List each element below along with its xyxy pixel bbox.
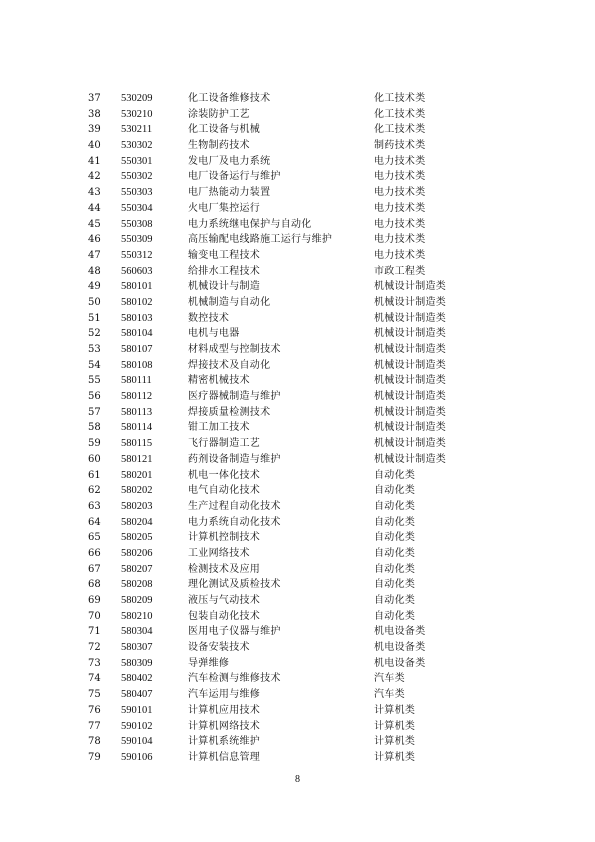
table-row xyxy=(88,499,468,515)
major-code: 580402 xyxy=(121,673,153,685)
table-row xyxy=(88,185,468,201)
major-code: 580208 xyxy=(121,579,153,591)
major-category: 电力技术类 xyxy=(374,187,426,199)
major-code: 530209 xyxy=(121,93,153,104)
table-row xyxy=(88,609,468,625)
major-category: 电力技术类 xyxy=(374,171,426,183)
table-row xyxy=(88,201,468,217)
row-number: 43 xyxy=(88,187,101,199)
major-code: 590102 xyxy=(121,720,153,732)
major-category: 化工技术类 xyxy=(374,124,426,136)
major-category: 自动化类 xyxy=(374,500,416,512)
major-name: 发电厂及电力系统 xyxy=(188,155,271,167)
table-row xyxy=(88,671,468,687)
major-code: 580202 xyxy=(121,485,153,497)
major-code: 580103 xyxy=(121,312,153,324)
major-name: 检测技术及应用 xyxy=(188,563,261,575)
major-code: 580102 xyxy=(121,296,153,308)
row-number: 46 xyxy=(88,234,101,246)
row-number: 67 xyxy=(88,563,101,575)
major-code: 590101 xyxy=(121,704,153,716)
row-number: 55 xyxy=(88,375,101,387)
row-number: 47 xyxy=(88,249,101,261)
table-row xyxy=(88,358,468,374)
row-number: 66 xyxy=(88,547,101,559)
major-code: 580210 xyxy=(121,610,153,622)
major-category: 机械设计制造类 xyxy=(374,328,447,340)
major-category: 电力技术类 xyxy=(374,218,426,230)
major-name: 电机与电器 xyxy=(188,328,240,340)
major-category: 机械设计制造类 xyxy=(374,375,447,387)
major-name: 医疗器械制造与维护 xyxy=(188,391,281,403)
major-category: 机电设备类 xyxy=(374,626,426,638)
table-row xyxy=(88,593,468,609)
table-row xyxy=(88,91,468,107)
major-code: 580207 xyxy=(121,563,153,575)
major-category: 自动化类 xyxy=(374,610,416,622)
major-category: 自动化类 xyxy=(374,563,416,575)
major-list-table xyxy=(88,91,468,766)
row-number: 49 xyxy=(88,281,101,293)
row-number: 39 xyxy=(88,124,101,136)
major-code: 550304 xyxy=(121,202,153,214)
major-name: 精密机械技术 xyxy=(188,375,250,387)
major-category: 机械设计制造类 xyxy=(374,406,447,418)
major-code: 530302 xyxy=(121,140,153,152)
major-name: 包装自动化技术 xyxy=(188,610,261,622)
major-name: 钳工加工技术 xyxy=(188,422,250,434)
major-name: 化工设备维修技术 xyxy=(188,93,271,104)
major-category: 自动化类 xyxy=(374,532,416,544)
table-row xyxy=(88,264,468,280)
major-category: 电力技术类 xyxy=(374,249,426,261)
table-row xyxy=(88,405,468,421)
major-name: 输变电工程技术 xyxy=(188,249,261,261)
major-code: 550312 xyxy=(121,249,153,261)
major-code: 550302 xyxy=(121,171,153,183)
major-category: 机电设备类 xyxy=(374,642,426,654)
major-name: 数控技术 xyxy=(188,312,230,324)
major-name: 液压与气动技术 xyxy=(188,595,261,606)
row-number: 65 xyxy=(88,532,101,544)
row-number: 51 xyxy=(88,312,101,324)
row-number: 40 xyxy=(88,140,101,152)
row-number: 71 xyxy=(88,626,101,638)
major-code: 580201 xyxy=(121,469,153,481)
table-row xyxy=(88,122,468,138)
major-code: 580205 xyxy=(121,532,153,544)
major-category: 电力技术类 xyxy=(374,234,426,246)
major-code: 580112 xyxy=(121,391,153,403)
major-name: 理化测试及质检技术 xyxy=(188,579,281,591)
major-category: 计算机类 xyxy=(374,736,416,748)
major-category: 自动化类 xyxy=(374,579,416,591)
row-number: 58 xyxy=(88,422,101,434)
table-row xyxy=(88,546,468,562)
row-number: 61 xyxy=(88,469,101,481)
row-number: 44 xyxy=(88,202,101,214)
major-code: 550303 xyxy=(121,187,153,199)
table-row xyxy=(88,138,468,154)
row-number: 79 xyxy=(88,751,101,763)
table-row xyxy=(88,468,468,484)
row-number: 48 xyxy=(88,265,101,277)
major-name: 机械制造与自动化 xyxy=(188,296,271,308)
table-row xyxy=(88,279,468,295)
major-name: 涂装防护工艺 xyxy=(188,108,250,120)
row-number: 73 xyxy=(88,657,101,669)
major-category: 化工技术类 xyxy=(374,93,426,104)
major-code: 580121 xyxy=(121,453,153,465)
table-row xyxy=(88,483,468,499)
major-name: 设备安装技术 xyxy=(188,642,250,654)
major-category: 电力技术类 xyxy=(374,155,426,167)
row-number: 68 xyxy=(88,579,101,591)
table-row xyxy=(88,436,468,452)
major-name: 高压输配电线路施工运行与维护 xyxy=(188,234,333,246)
major-name: 机械设计与制造 xyxy=(188,281,261,293)
major-name: 计算机信息管理 xyxy=(188,751,261,763)
row-number: 72 xyxy=(88,642,101,654)
major-name: 医用电子仪器与维护 xyxy=(188,626,281,638)
major-code: 550301 xyxy=(121,155,153,167)
row-number: 52 xyxy=(88,328,101,340)
major-category: 市政工程类 xyxy=(374,265,426,277)
major-category: 计算机类 xyxy=(374,720,416,732)
row-number: 53 xyxy=(88,344,101,355)
major-code: 580111 xyxy=(121,375,152,387)
row-number: 59 xyxy=(88,438,101,450)
table-row xyxy=(88,562,468,578)
major-name: 生产过程自动化技术 xyxy=(188,500,281,512)
table-row xyxy=(88,624,468,640)
major-code: 580304 xyxy=(121,626,153,638)
major-category: 机械设计制造类 xyxy=(374,422,447,434)
major-name: 计算机系统维护 xyxy=(188,736,261,748)
major-code: 580108 xyxy=(121,359,153,371)
major-name: 材料成型与控制技术 xyxy=(188,344,281,355)
table-row xyxy=(88,719,468,735)
major-name: 焊接质量检测技术 xyxy=(188,406,271,418)
table-row xyxy=(88,734,468,750)
major-name: 计算机控制技术 xyxy=(188,532,261,544)
row-number: 75 xyxy=(88,689,101,701)
row-number: 41 xyxy=(88,155,101,167)
major-code: 580206 xyxy=(121,547,153,559)
table-row xyxy=(88,530,468,546)
major-category: 机械设计制造类 xyxy=(374,391,447,403)
table-row xyxy=(88,750,468,766)
major-name: 电厂热能动力装置 xyxy=(188,187,271,199)
major-name: 化工设备与机械 xyxy=(188,124,261,136)
major-name: 汽车检测与维修技术 xyxy=(188,673,281,685)
major-name: 电厂设备运行与维护 xyxy=(188,171,281,183)
table-row xyxy=(88,656,468,672)
row-number: 50 xyxy=(88,296,101,308)
major-category: 机械设计制造类 xyxy=(374,359,447,371)
row-number: 69 xyxy=(88,595,101,606)
major-category: 机械设计制造类 xyxy=(374,344,447,355)
table-row xyxy=(88,326,468,342)
row-number: 76 xyxy=(88,704,101,716)
page-number: 8 xyxy=(295,774,300,785)
table-row xyxy=(88,373,468,389)
major-category: 计算机类 xyxy=(374,751,416,763)
major-name: 计算机应用技术 xyxy=(188,704,261,716)
table-row xyxy=(88,420,468,436)
major-code: 580309 xyxy=(121,657,153,669)
major-code: 590104 xyxy=(121,736,153,748)
row-number: 56 xyxy=(88,391,101,403)
table-row xyxy=(88,248,468,264)
major-name: 计算机网络技术 xyxy=(188,720,261,732)
row-number: 38 xyxy=(88,108,101,120)
major-category: 机电设备类 xyxy=(374,657,426,669)
table-row xyxy=(88,687,468,703)
major-code: 580307 xyxy=(121,642,153,654)
row-number: 64 xyxy=(88,516,101,528)
major-name: 汽车运用与维修 xyxy=(188,689,261,701)
major-category: 制药技术类 xyxy=(374,140,426,152)
major-category: 自动化类 xyxy=(374,485,416,497)
table-row xyxy=(88,311,468,327)
major-code: 580104 xyxy=(121,328,153,340)
major-name: 工业网络技术 xyxy=(188,547,250,559)
major-code: 580407 xyxy=(121,689,153,701)
table-row xyxy=(88,452,468,468)
major-category: 计算机类 xyxy=(374,704,416,716)
row-number: 70 xyxy=(88,610,101,622)
major-code: 580115 xyxy=(121,438,153,450)
row-number: 62 xyxy=(88,485,101,497)
row-number: 77 xyxy=(88,720,101,732)
major-name: 机电一体化技术 xyxy=(188,469,261,481)
major-category: 自动化类 xyxy=(374,595,416,606)
major-name: 电力系统继电保护与自动化 xyxy=(188,218,312,230)
table-row xyxy=(88,154,468,170)
table-row xyxy=(88,515,468,531)
major-category: 机械设计制造类 xyxy=(374,312,447,324)
major-name: 电气自动化技术 xyxy=(188,485,261,497)
row-number: 63 xyxy=(88,500,101,512)
table-row xyxy=(88,295,468,311)
major-name: 飞行器制造工艺 xyxy=(188,438,261,450)
major-name: 火电厂集控运行 xyxy=(188,202,261,214)
table-row xyxy=(88,703,468,719)
major-name: 生物制药技术 xyxy=(188,140,250,152)
major-code: 580113 xyxy=(121,406,153,418)
major-category: 机械设计制造类 xyxy=(374,281,447,293)
table-row xyxy=(88,107,468,123)
major-name: 给排水工程技术 xyxy=(188,265,261,277)
major-name: 电力系统自动化技术 xyxy=(188,516,281,528)
table-row xyxy=(88,232,468,248)
row-number: 42 xyxy=(88,171,101,183)
major-name: 药剂设备制造与维护 xyxy=(188,453,281,465)
row-number: 74 xyxy=(88,673,101,685)
major-code: 550309 xyxy=(121,234,153,246)
table-row xyxy=(88,389,468,405)
major-category: 自动化类 xyxy=(374,469,416,481)
major-code: 590106 xyxy=(121,751,153,763)
major-category: 汽车类 xyxy=(374,673,405,685)
row-number: 37 xyxy=(88,93,101,104)
major-code: 580209 xyxy=(121,595,153,606)
major-code: 580114 xyxy=(121,422,153,434)
row-number: 57 xyxy=(88,406,101,418)
major-category: 机械设计制造类 xyxy=(374,453,447,465)
major-code: 580204 xyxy=(121,516,153,528)
major-category: 自动化类 xyxy=(374,547,416,559)
major-code: 580101 xyxy=(121,281,153,293)
table-row xyxy=(88,342,468,358)
major-code: 550308 xyxy=(121,218,153,230)
row-number: 45 xyxy=(88,218,101,230)
major-category: 机械设计制造类 xyxy=(374,438,447,450)
major-code: 580107 xyxy=(121,344,153,355)
row-number: 78 xyxy=(88,736,101,748)
major-category: 电力技术类 xyxy=(374,202,426,214)
row-number: 54 xyxy=(88,359,101,371)
major-code: 530210 xyxy=(121,108,153,120)
table-row xyxy=(88,169,468,185)
major-category: 化工技术类 xyxy=(374,108,426,120)
major-code: 560603 xyxy=(121,265,153,277)
major-category: 汽车类 xyxy=(374,689,405,701)
table-row xyxy=(88,640,468,656)
major-name: 焊接技术及自动化 xyxy=(188,359,271,371)
major-code: 580203 xyxy=(121,500,153,512)
major-category: 自动化类 xyxy=(374,516,416,528)
major-category: 机械设计制造类 xyxy=(374,296,447,308)
major-code: 530211 xyxy=(121,124,153,136)
table-row xyxy=(88,217,468,233)
major-name: 导弹维修 xyxy=(188,657,230,669)
table-row xyxy=(88,577,468,593)
row-number: 60 xyxy=(88,453,101,465)
